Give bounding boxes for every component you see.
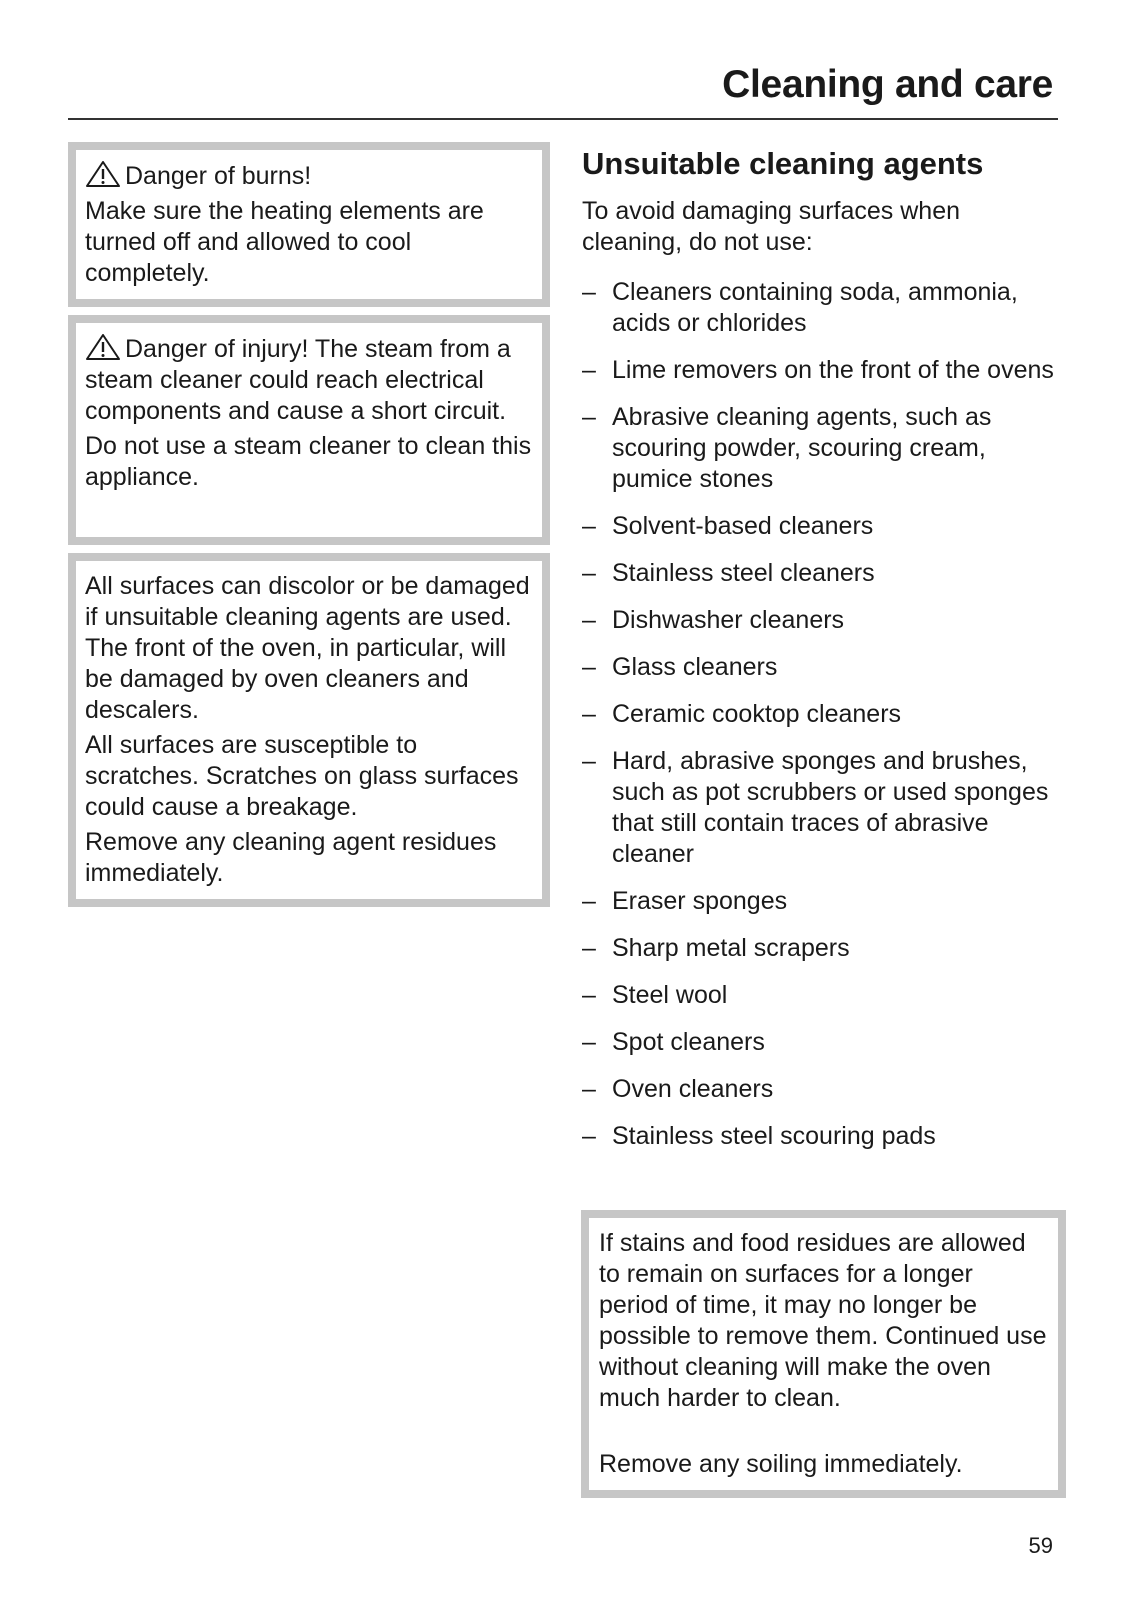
section-intro: To avoid damaging surfaces when cleaning, do not use: [582,197,961,256]
list-item-text: Eraser sponges [612,887,788,915]
dash-bullet: – [582,747,596,775]
burns-warning-box [68,142,550,307]
list-item [582,402,1062,495]
warning-triangle-icon [85,160,121,188]
list-item [582,1027,1062,1058]
list-item [582,558,1062,589]
surfaces-notice-box [68,553,550,907]
list-item-text: Abrasive cleaning agents, such as scouring powder, scouring cream, pumice stones [612,403,992,493]
dash-bullet: – [582,653,596,681]
burns-warning-title: Danger of burns! [125,162,312,190]
list-item-text: Stainless steel scouring pads [612,1122,936,1150]
list-item-text: Hard, abrasive sponges and brushes, such as pot scrubbers or used sponges that still contain traces of abrasive cleaner [612,747,1049,868]
list-item-text: Steel wool [612,981,728,1009]
dash-bullet: – [582,1122,596,1150]
injury-warning-title-line [85,333,532,427]
page-number: 59 [1028,1533,1053,1558]
dash-bullet: – [582,606,596,634]
list-item-text: Oven cleaners [612,1075,774,1103]
list-item [582,699,1062,730]
dash-bullet: – [582,356,596,384]
list-item [582,652,1062,683]
list-item [582,355,1062,386]
list-item [582,886,1062,917]
stains-notice-paragraph: If stains and food residues are allowed to remain on surfaces for a longer period of time, it may no longer be possible to remove them. Continued use without cleaning will make the oven much harder to clean. [599,1229,1047,1412]
list-item [582,746,1062,870]
list-item [582,1121,1062,1152]
list-item [582,511,1062,542]
stains-notice-paragraph: Remove any soiling immediately. [599,1450,963,1478]
unsuitable-agents-list [582,277,1062,1168]
list-item [582,1074,1062,1105]
surfaces-notice-paragraph: All surfaces can discolor or be damaged if unsuitable cleaning agents are used. The front of the oven, in particular, will be damaged by oven cleaners and descalers. [85,572,530,724]
injury-warning-box [68,315,550,545]
list-item [582,605,1062,636]
dash-bullet: – [582,559,596,587]
dash-bullet: – [582,512,596,540]
dash-bullet: – [582,1028,596,1056]
dash-bullet: – [582,934,596,962]
surfaces-notice-paragraph: Remove any cleaning agent residues immediately. [85,828,497,887]
list-item-text: Ceramic cooktop cleaners [612,700,902,728]
list-item-text: Stainless steel cleaners [612,559,875,587]
list-item-text: Spot cleaners [612,1028,765,1056]
page-title: Cleaning and care [722,63,1053,106]
burns-warning-title-line [85,160,532,192]
list-item-text: Dishwasher cleaners [612,606,845,634]
list-item-text: Lime removers on the front of the ovens [612,356,1054,384]
surfaces-notice-paragraph: All surfaces are susceptible to scratches. Scratches on glass surfaces could cause a breakage. [85,731,519,821]
list-item [582,980,1062,1011]
dash-bullet: – [582,403,596,431]
dash-bullet: – [582,887,596,915]
stains-notice-box [581,1210,1066,1498]
list-item-text: Sharp metal scrapers [612,934,850,962]
injury-warning-title: Danger of injury! The steam from a steam cleaner could reach electrical components and cause a short circuit. [85,335,511,425]
burns-warning-text: Make sure the heating elements are turned off and allowed to cool completely. [85,197,484,287]
dash-bullet: – [582,981,596,1009]
list-item [582,933,1062,964]
list-item [582,277,1062,339]
list-item-text: Glass cleaners [612,653,778,681]
list-item-text: Cleaners containing soda, ammonia, acids or chlorides [612,278,1018,337]
dash-bullet: – [582,278,596,306]
header-rule [68,118,1058,120]
injury-warning-text: Do not use a steam cleaner to clean this appliance. [85,432,532,491]
dash-bullet: – [582,1075,596,1103]
list-item-text: Solvent-based cleaners [612,512,874,540]
warning-triangle-icon [85,333,121,361]
section-heading: Unsuitable cleaning agents [582,146,984,181]
dash-bullet: – [582,700,596,728]
